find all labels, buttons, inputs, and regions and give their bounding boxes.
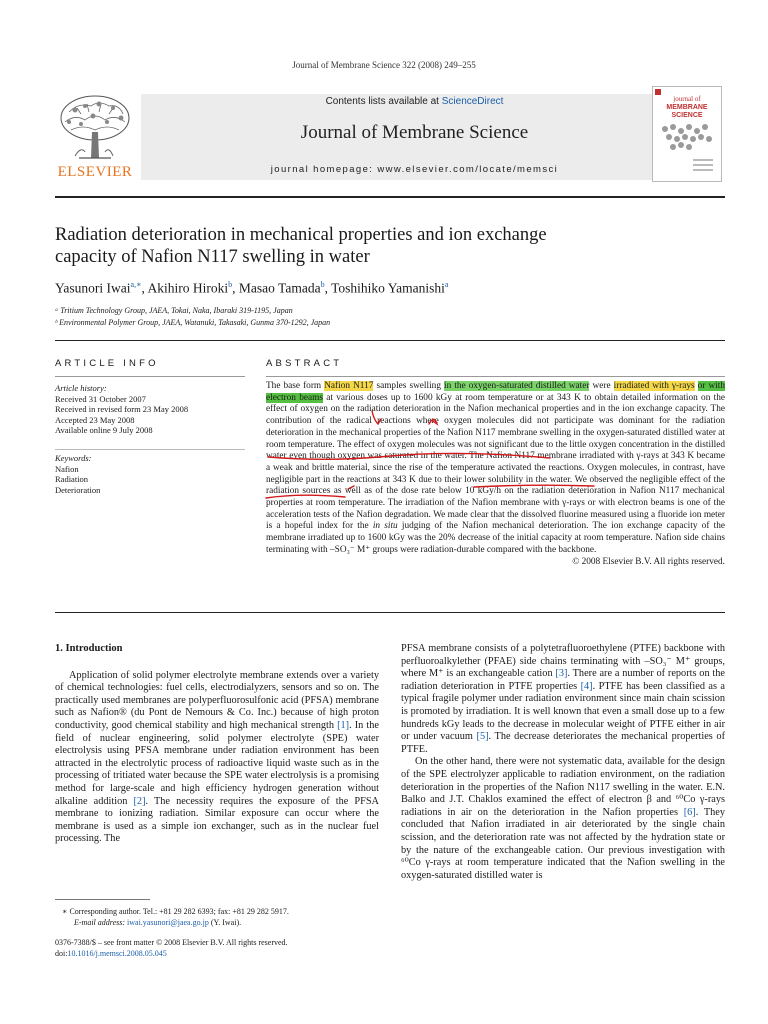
elsevier-logo bbox=[55, 92, 135, 182]
author-1-affil[interactable]: a,∗ bbox=[130, 280, 142, 289]
abstract-rule bbox=[266, 376, 725, 377]
title-line-1: Radiation deterioration in mechanical properties and ion exchange bbox=[55, 225, 547, 245]
keyword-2: Radiation bbox=[55, 474, 89, 484]
keywords bbox=[55, 453, 100, 495]
footnote-rule bbox=[55, 899, 150, 900]
issn-doi: 0376-7388/$ – see front matter © 2008 Elsevier B.V. All rights reserved. doi:10.1016/j.memsci.2008.05.045 bbox=[55, 938, 288, 958]
author-2-affil[interactable]: b bbox=[228, 280, 233, 289]
intro-paragraph-2: PFSA membrane consists of a polytetrafluoroethylene (PTFE) backbone with perfluoroalkylether (PFAE) side chains terminating with –SO₃⁻ M⁺ groups, where M⁺ is an exchangeable cation [3]. There are a number of reports on the radiation deterioration in PTFE properties [4]. PTFE has been classified as a typical fragile polymer under radiation environment since main chain scission is promoted by irradiation. It is well known that even a small dose up to a few hundreds kGy leads to the decrease in molecular weight of PTFE either in air or under vacuum [5]. The decrease deteriorates the mechanical properties of PTFE. bbox=[401, 643, 725, 755]
history-label: Article history: bbox=[55, 383, 107, 393]
affiliation-a: ᵃ Tritium Technology Group, JAEA, Tokai, Naka, Ibaraki 319-1195, Japan bbox=[55, 306, 293, 315]
citation-3[interactable]: [3] bbox=[555, 668, 568, 680]
sciencedirect-link[interactable]: ScienceDirect bbox=[441, 96, 504, 107]
corresponding-author-note: ∗ Corresponding author. Tel.: +81 29 282 6393; fax: +81 29 282 5917. E-mail address: iwai.yasunori@jaea.go.jp (Y. Iwai). bbox=[62, 907, 289, 927]
elsevier-tree-icon bbox=[55, 92, 135, 164]
affil-rule bbox=[55, 340, 725, 341]
doi-link[interactable]: 10.1016/j.memsci.2008.05.045 bbox=[67, 949, 167, 958]
abstract-bottom-rule bbox=[55, 612, 725, 613]
author-4-affil[interactable]: a bbox=[444, 280, 449, 289]
abstract-seg-1: The base form bbox=[266, 381, 325, 391]
affiliation-b: ᵇ Environmental Polymer Group, JAEA, Watanuki, Takasaki, Gunma 370-1292, Japan bbox=[55, 318, 331, 327]
abstract-seg-6: judging of the Nafion mechanical deterioration. The ion exchange capacity of the membrane irradiated up to 1600 kGy was the 20% decrease of the initial capacity at room temperature. Nafion side chains terminating with –SO₃⁻ M⁺ groups were radiation-durable compared with the backbone. bbox=[266, 521, 725, 555]
article-info-heading: ARTICLE INFO bbox=[55, 358, 159, 369]
article-title bbox=[55, 224, 695, 268]
author-3: Masao Tamada bbox=[238, 280, 321, 296]
affiliations bbox=[55, 305, 330, 329]
author-list: Yasunori Iwai$^{a,∗}$, Akihiro Hiroki$^b$, Masao Tamada$^b$, Toshihiko Yamanishi$^a$ bbox=[55, 280, 449, 296]
article-info-rule bbox=[55, 376, 245, 377]
journal-banner bbox=[55, 92, 768, 186]
body-right-column bbox=[401, 643, 725, 882]
abstract-seg-2: samples swelling bbox=[373, 381, 445, 391]
abstract-seg-5: at various doses up to 1600 kGy at room temperature or at 343 K to obtain detailed information on the effect of oxygen on the radiation deterioration in the Nafion mechanical properties and in the ion exchange capacity. The contribution of the radical reactions where oxygen molecules did not participate was dominant for the radiation deterioration in the mechanical properties of the Nafion N117 membrane swelling in the oxygen-saturated distilled water at room temperature. The effect of oxygen molecules was not significant due to the little oxygen concentration in the distilled water even though oxygen was saturated in the water. The Nafion N117 membrane irradiated with γ-rays at 343 K became a weak and brittle material, since the rise of the temperature activated the reactions. Oxygen molecules, in contrast, have negligible part in the reactions at 343 K due to their lower solubility in the water. We observed the negligible effect of the radiation sources as well as of the dose rate below 10 kGy/h on the radiation deterioration in Nafion N117 mechanical properties at room temperature. The irradiation of the Nafion membrane with γ-rays or with electron beams is one of the acceleration tests of the Nafion degradation. We made clear that the dissolved fluorine measured using a fluoride ion meter is a hopeful index for the bbox=[266, 392, 725, 532]
issn-line: 0376-7388/$ – see front matter © 2008 Elsevier B.V. All rights reserved. bbox=[55, 938, 288, 947]
citation-1[interactable]: [1] bbox=[337, 719, 350, 731]
contents-prefix: Contents lists available at bbox=[325, 96, 442, 107]
abstract-heading: ABSTRACT bbox=[266, 358, 343, 369]
keywords-rule bbox=[55, 449, 245, 450]
citation-5[interactable]: [5] bbox=[476, 731, 489, 743]
journal-header-box bbox=[141, 94, 688, 180]
running-head: Journal of Membrane Science 322 (2008) 249–255 bbox=[292, 60, 476, 70]
history-received: Received 31 October 2007 bbox=[55, 393, 146, 404]
keyword-3: Deterioration bbox=[55, 484, 101, 495]
author-3-affil[interactable]: b bbox=[320, 280, 325, 289]
citation-4[interactable]: [4] bbox=[580, 680, 593, 692]
author-4: Toshihiko Yamanishi bbox=[331, 280, 445, 296]
history-online: Available online 9 July 2008 bbox=[55, 425, 153, 435]
cover-image bbox=[653, 87, 721, 181]
highlight-electron-beams: or with electron beams bbox=[266, 381, 725, 403]
intro-paragraph-3: On the other hand, there were not systematic data, available for the design of the SPE electrolyzer applicable to radiation environment, on the radiation deterioration in the properties of the Nafion N117 swelling in the water. E.N. Balko and J.T. Chaklos examined the effect of electron β and ⁶⁰Co γ-rays radiations in air on the deterioration in the Nafion properties [6]. They concluded that Nafion irradiated in air deteriorated by the single chain scission, and the deterioration rate was not affected by the hydration state or by the nature of the exchangeable cation. Our previous investigation with ⁶⁰Co γ-rays at room temperature indicated that the Nafion swelling in the oxygen-saturated distilled water is bbox=[401, 756, 725, 881]
publisher-wordmark: ELSEVIER bbox=[57, 164, 133, 180]
corresponding-author-text: ∗ Corresponding author. Tel.: +81 29 282 6393; fax: +81 29 282 5917. bbox=[62, 907, 289, 916]
keyword-1: Nafion bbox=[55, 463, 79, 474]
cover-title-line-1: journal of bbox=[673, 95, 701, 103]
cover-title-line-3: SCIENCE bbox=[671, 112, 703, 119]
author-2: Akihiro Hiroki bbox=[147, 280, 229, 296]
citation-6[interactable]: [6] bbox=[683, 806, 696, 818]
abstract-italic: in situ bbox=[372, 521, 398, 532]
journal-title: Journal of Membrane Science bbox=[300, 122, 529, 143]
highlight-gamma: irradiated with γ-rays bbox=[613, 381, 695, 391]
author-email-link[interactable]: iwai.yasunori@jaea.go.jp bbox=[127, 918, 209, 927]
citation-2[interactable]: [2] bbox=[133, 795, 146, 807]
highlight-oxygen-water: in the oxygen-saturated distilled water bbox=[444, 381, 590, 391]
history-revised: Received in revised form 23 May 2008 bbox=[55, 404, 189, 414]
abstract-seg-3: were bbox=[589, 381, 614, 391]
author-1: Yasunori Iwai bbox=[55, 280, 131, 296]
section-heading-introduction: 1. Introduction bbox=[55, 643, 123, 654]
journal-homepage[interactable]: journal homepage: www.elsevier.com/locate/memsci bbox=[270, 164, 559, 175]
contents-availability bbox=[141, 96, 688, 107]
article-history bbox=[55, 383, 188, 436]
abstract-text bbox=[266, 381, 725, 568]
header-rule bbox=[55, 196, 725, 198]
body-left-column bbox=[55, 643, 379, 846]
keywords-label: Keywords: bbox=[55, 453, 92, 463]
cover-title-line-2: MEMBRANE bbox=[666, 104, 708, 111]
journal-cover-thumbnail bbox=[652, 92, 768, 182]
highlight-nafion: Nafion N117 bbox=[324, 381, 374, 391]
title-line-2: capacity of Nafion N117 swelling in water bbox=[55, 247, 370, 267]
history-accepted: Accepted 23 May 2008 bbox=[55, 414, 135, 425]
email-label: E-mail address: bbox=[74, 918, 128, 927]
abstract-copyright: © 2008 Elsevier B.V. All rights reserved. bbox=[572, 556, 725, 567]
intro-paragraph-1: Application of solid polymer electrolyte membrane extends over a variety of chemical technologies: fuel cells, electrodialyzers, sensors and so on. The practically used membranes are polyperfluorosulfonic acid (PFSA) membrane such as Nafion® (du Pont de Nemours & Co. Inc.) because of high proton conductivity, good chemical stability and high mechanical strength [1]. In the field of nuclear engineering, solid polymer electrolyte (SPE) water electrolysis using PFSA membrane under radiation environment has been attracted in the electrolytic process of radioactive liquid waste such as in the processing of tritiated water because the SPE water electrolysis is a promising method for large-scale and high efficiency hydrogen generation without alkaline addition [2]. The necessity requires the exposure of the PFSA membrane to ionizing radiation. Similar exposure can occur where the membrane is used as a simple ion exchanger, such as in the nuclear fuel processing. The bbox=[55, 669, 379, 845]
